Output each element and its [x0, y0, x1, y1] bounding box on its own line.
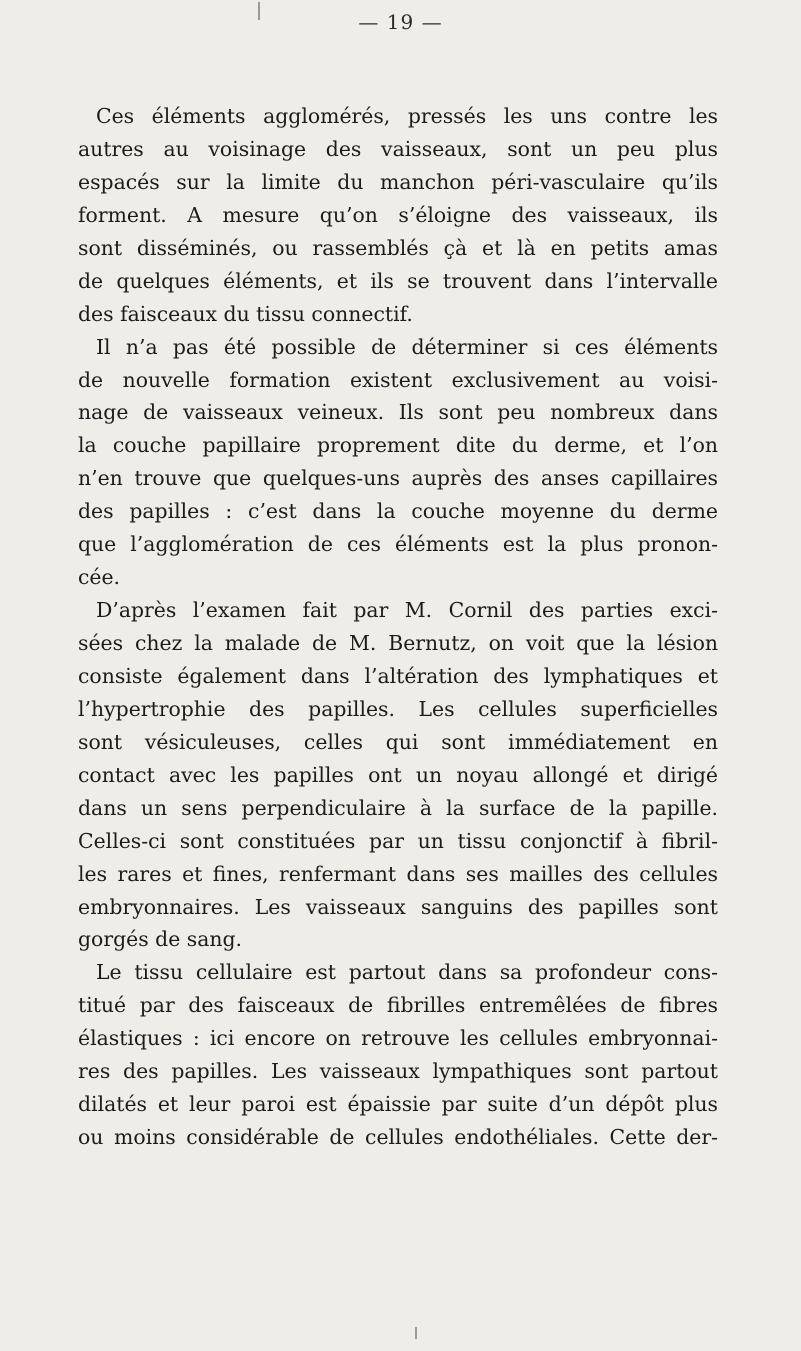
text-line: contact avec les papilles ont un noyau allongé et dirigé	[78, 762, 718, 787]
text-line: Celles-ci sont constituées par un tissu conjonctif à fibril-	[78, 828, 718, 853]
text-line: nage de vaisseaux veineux. Ils sont peu nombreux dans	[78, 400, 718, 425]
text-line: Ces éléments agglomérés, pressés les uns contre les	[96, 104, 718, 128]
text-line: de nouvelle formation existent exclusivement au voisi-	[78, 367, 718, 392]
text-line: sées chez la malade de M. Bernutz, on voit que la lésion	[78, 631, 718, 655]
text-line: embryonnaires. Les vaisseaux sanguins des papilles sont	[78, 894, 718, 919]
text-line: gorgés de sang.	[78, 927, 243, 952]
text-line: D’après l’examen fait par M. Cornil des parties exci-	[96, 598, 718, 623]
text-line: sont disséminés, ou rassemblés çà et là en petits amas	[78, 235, 718, 260]
text-line: autres au voisinage des vaisseaux, sont un peu plus	[78, 136, 718, 161]
text-line: cée.	[78, 565, 121, 590]
text-line: élastiques : ici encore on retrouve les cellules embryonnai-	[78, 1026, 718, 1051]
text-line: de quelques éléments, et ils se trouvent dans l’intervalle	[78, 268, 718, 293]
text-line: l’hypertrophie des papilles. Les cellules superficielles	[78, 696, 718, 721]
text-line: forment. A mesure qu’on s’éloigne des vaisseaux, ils	[78, 202, 718, 227]
text-line: les rares et fines, renfermant dans ses mailles des cellules	[78, 861, 718, 886]
text-line: titué par des faisceaux de fibrilles entremêlées de fibres	[78, 993, 718, 1018]
text-line: n’en trouve que quelques-uns auprès des anses capillaires	[78, 466, 718, 491]
text-line: des papilles : c’est dans la couche moyenne du derme	[78, 499, 718, 524]
text-line: la couche papillaire proprement dite du derme, et l’on	[78, 433, 718, 458]
paper-speck	[415, 1327, 417, 1339]
text-line: Il n’a pas été possible de déterminer si ces éléments	[96, 334, 718, 359]
text-line: Le tissu cellulaire est partout dans sa profondeur cons-	[96, 960, 718, 985]
paper-speck	[258, 2, 260, 20]
text-line: que l’agglomération de ces éléments est la plus pronon-	[78, 532, 718, 557]
text-line: des faisceaux du tissu connectif.	[78, 301, 413, 326]
text-line: ou moins considérable de cellules endothéliales. Cette der-	[78, 1125, 718, 1150]
text-line: res des papilles. Les vaisseaux lympathiques sont partout	[78, 1059, 718, 1084]
text-line: espacés sur la limite du manchon péri-vasculaire qu’ils	[78, 169, 718, 194]
text-line: dans un sens perpendiculaire à la surface de la papille.	[78, 795, 718, 820]
text-line: sont vésiculeuses, celles qui sont immédiatement en	[78, 729, 718, 754]
text-line: dilatés et leur paroi est épaissie par suite d’un dépôt plus	[78, 1092, 718, 1117]
body-text	[78, 100, 718, 1154]
text-line: consiste également dans l’altération des lymphatiques et	[78, 663, 718, 688]
page-number: — 19 —	[358, 10, 443, 34]
